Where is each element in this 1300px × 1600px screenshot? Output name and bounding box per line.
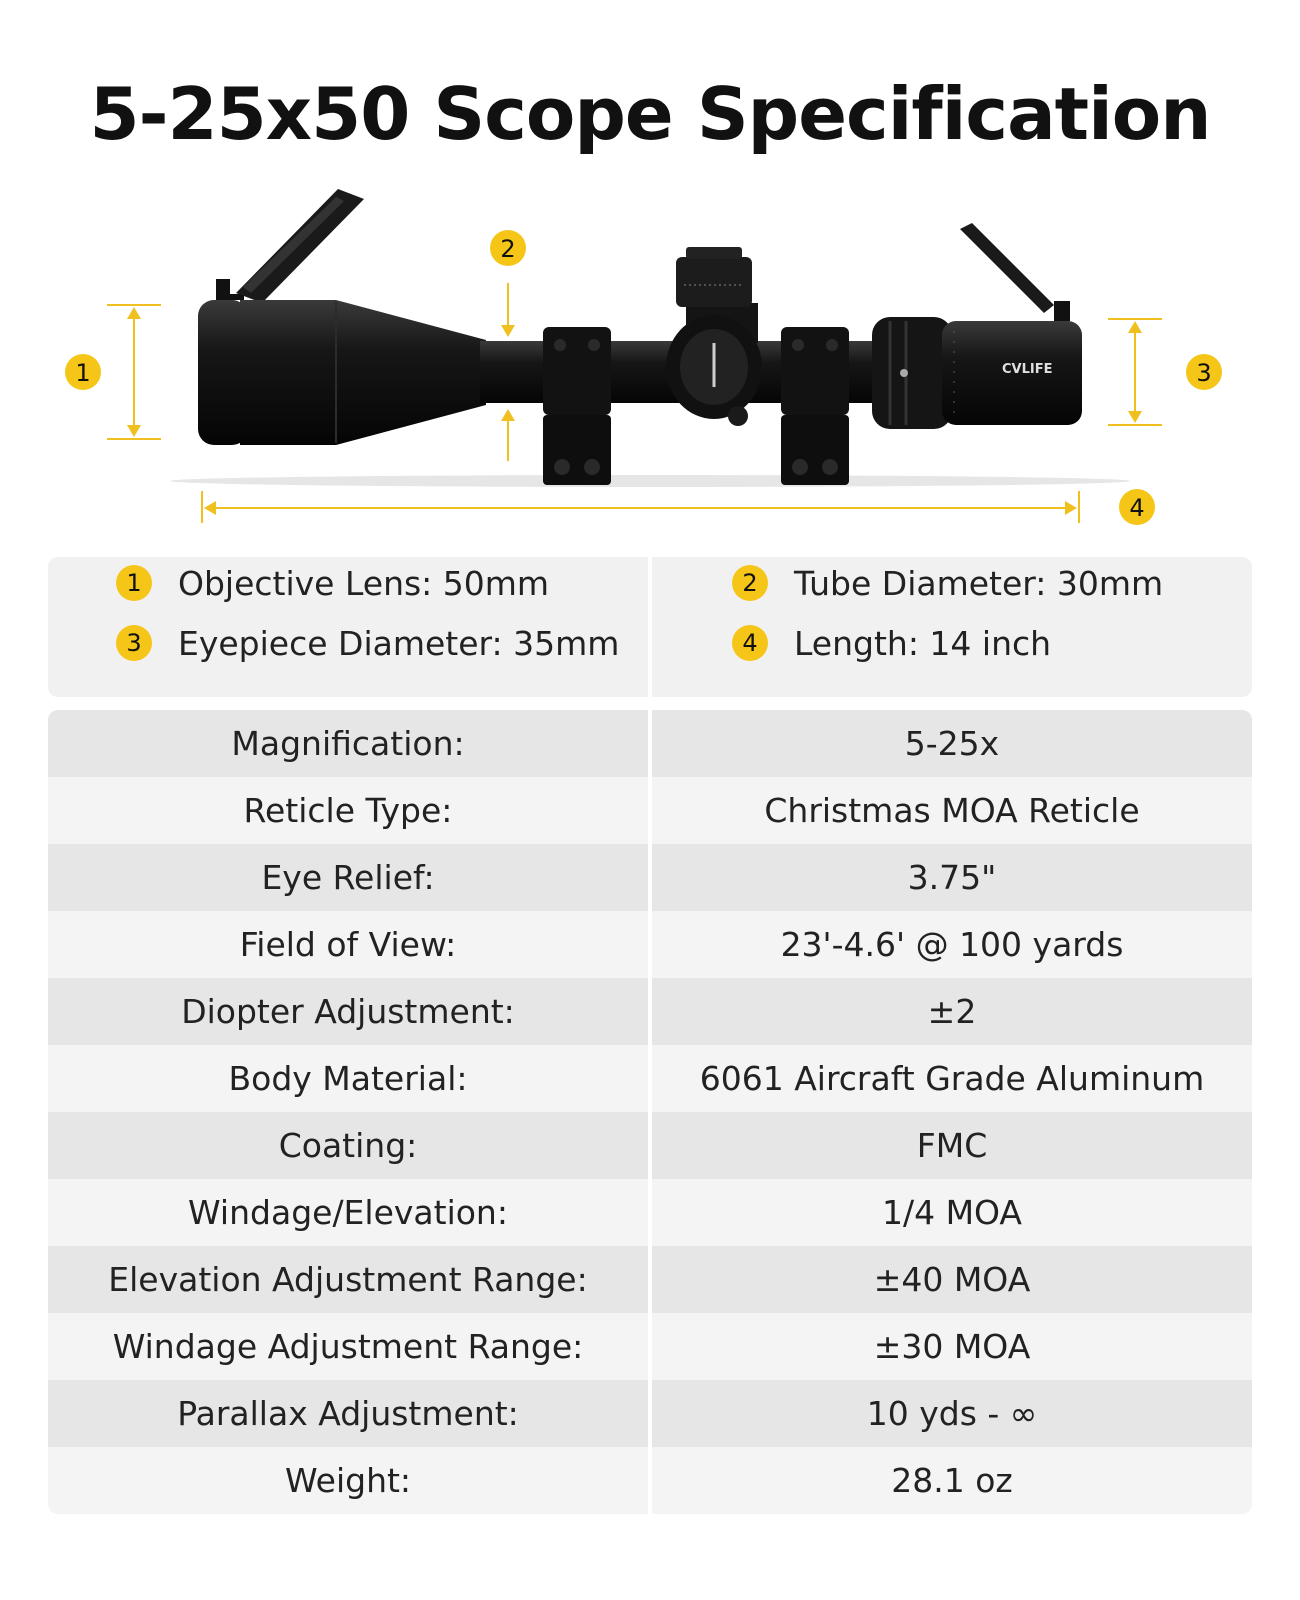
spec-label: Windage Adjustment Range: bbox=[112, 1327, 584, 1366]
dimension-item-length bbox=[732, 621, 1051, 665]
scope-body bbox=[198, 189, 1082, 485]
spec-label: Elevation Adjustment Range: bbox=[108, 1260, 588, 1299]
brand-logo: CVLIFE bbox=[1002, 362, 1053, 377]
eyepiece-flip-cap bbox=[960, 223, 1070, 321]
page-title: 5-25x50 Scope Specification bbox=[89, 72, 1211, 156]
callout-2 bbox=[490, 230, 526, 266]
number-badge: 3 bbox=[116, 625, 152, 661]
number-badge: 2 bbox=[732, 565, 768, 601]
ring-mount-rear bbox=[781, 327, 849, 485]
dimension-summary bbox=[48, 557, 1252, 697]
spec-value: 10 yds - ∞ bbox=[648, 1380, 1252, 1447]
dimension-objective bbox=[107, 305, 161, 439]
spec-value: 28.1 oz bbox=[648, 1447, 1252, 1514]
dimension-divider bbox=[648, 557, 652, 697]
spec-label: Weight: bbox=[284, 1461, 412, 1500]
svg-text:2: 2 bbox=[500, 235, 516, 263]
spec-label: Coating: bbox=[278, 1126, 418, 1165]
dimension-item-eyepiece bbox=[116, 621, 619, 665]
spec-value: ±30 MOA bbox=[648, 1313, 1252, 1380]
table-row bbox=[48, 1313, 1252, 1380]
spec-label: Magnification: bbox=[231, 724, 465, 763]
spec-label: Field of View: bbox=[239, 925, 457, 964]
spec-value: FMC bbox=[648, 1112, 1252, 1179]
spec-label: Parallax Adjustment: bbox=[177, 1394, 519, 1433]
spec-value: 5-25x bbox=[648, 710, 1252, 777]
spec-table bbox=[48, 710, 1252, 1514]
spec-label: Body Material: bbox=[228, 1059, 468, 1098]
spec-value: 3.75" bbox=[648, 844, 1252, 911]
dimension-text: Eyepiece Diameter: 35mm bbox=[178, 623, 620, 663]
table-row bbox=[48, 777, 1252, 844]
table-row bbox=[48, 1179, 1252, 1246]
svg-text:4: 4 bbox=[1129, 494, 1145, 522]
spec-value: 6061 Aircraft Grade Aluminum bbox=[648, 1045, 1252, 1112]
number-badge: 1 bbox=[116, 565, 152, 601]
windage-turret bbox=[666, 315, 762, 426]
spec-value: 23'-4.6' @ 100 yards bbox=[648, 911, 1252, 978]
dimension-item-tube bbox=[732, 561, 1163, 605]
dimension-text: Objective Lens: 50mm bbox=[178, 563, 550, 603]
svg-text:3: 3 bbox=[1196, 359, 1212, 387]
table-row bbox=[48, 911, 1252, 978]
objective-flip-cap bbox=[216, 189, 364, 303]
dimension-text: Length: 14 inch bbox=[794, 623, 1052, 663]
table-row bbox=[48, 1112, 1252, 1179]
number-badge: 4 bbox=[732, 625, 768, 661]
dimension-length bbox=[202, 491, 1079, 523]
dimension-item-objective bbox=[116, 561, 549, 605]
dimension-eyepiece bbox=[1108, 319, 1162, 425]
table-row bbox=[48, 1447, 1252, 1514]
spec-label: Reticle Type: bbox=[243, 791, 453, 830]
callout-1 bbox=[65, 354, 101, 390]
spec-label: Diopter Adjustment: bbox=[181, 992, 515, 1031]
callout-3 bbox=[1186, 354, 1222, 390]
scope-diagram bbox=[0, 175, 1300, 545]
table-row bbox=[48, 844, 1252, 911]
spec-value: 1/4 MOA bbox=[648, 1179, 1252, 1246]
table-row bbox=[48, 1380, 1252, 1447]
spec-value: Christmas MOA Reticle bbox=[648, 777, 1252, 844]
callout-4 bbox=[1119, 489, 1155, 525]
table-row bbox=[48, 1246, 1252, 1313]
svg-text:1: 1 bbox=[75, 359, 91, 387]
spec-value: ±40 MOA bbox=[648, 1246, 1252, 1313]
spec-value: ±2 bbox=[648, 978, 1252, 1045]
dimension-text: Tube Diameter: 30mm bbox=[794, 563, 1164, 603]
spec-label: Windage/Elevation: bbox=[188, 1193, 508, 1232]
table-row bbox=[48, 978, 1252, 1045]
table-row bbox=[48, 710, 1252, 777]
table-row bbox=[48, 1045, 1252, 1112]
spec-label: Eye Relief: bbox=[261, 858, 435, 897]
ring-mount-front bbox=[543, 327, 611, 485]
scope-shadow bbox=[170, 475, 1130, 487]
